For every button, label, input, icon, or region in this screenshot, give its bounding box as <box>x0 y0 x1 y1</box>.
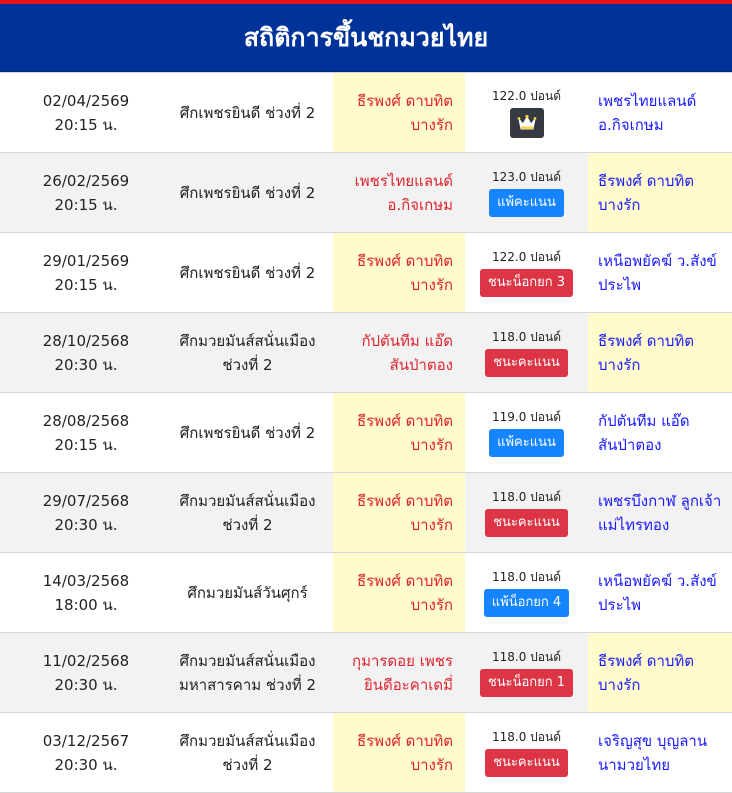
fight-event: ศึกเพชรยินดี ช่วงที่ 2 <box>179 183 316 202</box>
red-corner-fighter[interactable]: ธีรพงศ์ ดาบทิต บางรัก <box>333 393 465 472</box>
blue-corner-fighter[interactable]: ธีรพงศ์ ดาบทิต บางรัก <box>588 153 732 232</box>
fight-weight: 118.0 ปอนด์ <box>492 649 561 664</box>
fight-row <box>0 153 732 233</box>
fight-row <box>0 313 732 393</box>
blue-corner-fighter[interactable]: เพชรบึงกาฬ ลูกเจ้าแม่ไทรทอง <box>598 491 722 534</box>
fight-weight: 122.0 ปอนด์ <box>492 88 561 103</box>
fight-weight: 119.0 ปอนด์ <box>492 409 561 424</box>
fight-row <box>0 633 732 713</box>
result-badge: แพ้น็อกยก 4 <box>484 589 569 617</box>
fight-row <box>0 473 732 553</box>
page-header <box>0 4 732 72</box>
result-badge: ชนะน็อกยก 3 <box>480 269 573 297</box>
fight-date: 28/08/2568 20:15 น. <box>42 411 130 454</box>
fight-result-cell <box>465 313 588 392</box>
blue-corner-fighter[interactable]: ธีรพงศ์ ดาบทิต บางรัก <box>588 313 732 392</box>
fight-result-cell <box>465 633 588 712</box>
fight-event: ศึกมวยมันส์วันศุกร์ <box>187 583 308 602</box>
result-badge: ชนะน็อกยก 1 <box>480 669 573 697</box>
red-corner-fighter[interactable]: กุมารดอย เพชรยินดีอะคาเดมี่ <box>351 651 453 694</box>
blue-corner-fighter[interactable]: กัปตันทีม แอ๊ด สันป่าตอง <box>598 411 690 454</box>
red-corner-fighter[interactable]: กัปตันทีม แอ๊ด สันป่าตอง <box>361 331 453 374</box>
fight-event: ศึกมวยมันส์สนั่นเมือง ช่วงที่ 2 <box>179 331 316 374</box>
fight-date: 29/07/2568 20:30 น. <box>42 491 130 534</box>
fight-date: 26/02/2569 20:15 น. <box>42 171 130 214</box>
fight-weight: 118.0 ปอนด์ <box>492 489 561 504</box>
red-corner-fighter[interactable]: ธีรพงศ์ ดาบทิต บางรัก <box>333 713 465 792</box>
fight-date: 29/01/2569 20:15 น. <box>42 251 130 294</box>
blue-corner-fighter[interactable]: เจริญสุข บุญลานนามวยไทย <box>598 731 708 774</box>
red-corner-fighter[interactable]: ธีรพงศ์ ดาบทิต บางรัก <box>333 553 465 632</box>
blue-corner-fighter[interactable]: เหนือพยัคฆ์ ว.สังข์ประไพ <box>598 251 717 294</box>
fight-result-cell <box>465 473 588 552</box>
fight-result-cell <box>465 553 588 632</box>
crown-icon <box>510 108 544 138</box>
red-corner-fighter[interactable]: ธีรพงศ์ ดาบทิต บางรัก <box>333 73 465 152</box>
fight-date: 28/10/2568 20:30 น. <box>42 331 130 374</box>
fight-event: ศึกเพชรยินดี ช่วงที่ 2 <box>179 423 316 442</box>
red-corner-fighter[interactable]: ธีรพงศ์ ดาบทิต บางรัก <box>333 233 465 312</box>
fight-result-cell <box>465 393 588 472</box>
fight-row <box>0 233 732 313</box>
fight-event: ศึกมวยมันส์สนั่นเมือง มหาสารคาม ช่วงที่ 2 <box>178 651 317 694</box>
fight-weight: 122.0 ปอนด์ <box>492 249 561 264</box>
fight-date: 03/12/2567 20:30 น. <box>42 731 130 774</box>
blue-corner-fighter[interactable]: ธีรพงศ์ ดาบทิต บางรัก <box>588 633 732 712</box>
fight-row <box>0 393 732 473</box>
result-badge: ชนะคะแนน <box>485 349 568 377</box>
fight-result-cell <box>465 713 588 792</box>
fight-weight: 118.0 ปอนด์ <box>492 329 561 344</box>
result-badge: แพ้คะแนน <box>489 429 564 457</box>
result-badge: ชนะคะแนน <box>485 509 568 537</box>
fight-row <box>0 73 732 153</box>
fight-date: 02/04/2569 20:15 น. <box>42 91 130 134</box>
fight-event: ศึกเพชรยินดี ช่วงที่ 2 <box>179 263 316 282</box>
fight-date: 11/02/2568 20:30 น. <box>42 651 130 694</box>
blue-corner-fighter[interactable]: เหนือพยัคฆ์ ว.สังข์ประไพ <box>598 571 717 614</box>
blue-corner-fighter[interactable]: เพชรไทยแลนด์ อ.กิจเกษม <box>598 91 697 134</box>
fight-date: 14/03/2568 18:00 น. <box>42 571 130 614</box>
fight-row <box>0 553 732 633</box>
fight-result-cell <box>465 233 588 312</box>
fight-event: ศึกเพชรยินดี ช่วงที่ 2 <box>179 103 316 122</box>
fight-weight: 118.0 ปอนด์ <box>492 729 561 744</box>
red-corner-fighter[interactable]: เพชรไทยแลนด์ อ.กิจเกษม <box>354 171 453 214</box>
fight-record-table <box>0 72 732 793</box>
fight-event: ศึกมวยมันส์สนั่นเมือง ช่วงที่ 2 <box>179 731 316 774</box>
fight-result-cell <box>465 73 588 152</box>
red-corner-fighter[interactable]: ธีรพงศ์ ดาบทิต บางรัก <box>333 473 465 552</box>
result-badge: แพ้คะแนน <box>489 189 564 217</box>
fight-result-cell <box>465 153 588 232</box>
page-title: สถิติการขึ้นชกมวยไทย <box>243 22 489 52</box>
fight-event: ศึกมวยมันส์สนั่นเมือง ช่วงที่ 2 <box>179 491 316 534</box>
fight-weight: 123.0 ปอนด์ <box>492 169 561 184</box>
fight-weight: 118.0 ปอนด์ <box>492 569 561 584</box>
crown-glyph <box>517 114 537 132</box>
result-badge: ชนะคะแนน <box>485 749 568 777</box>
fight-row <box>0 713 732 793</box>
